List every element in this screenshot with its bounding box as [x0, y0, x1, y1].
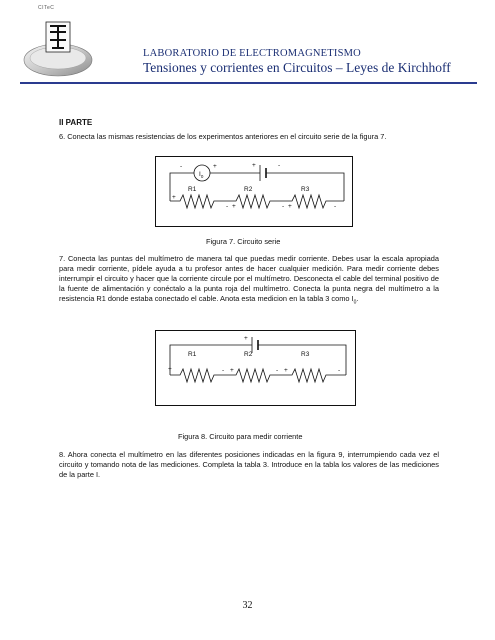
figure-7-caption: Figura 7. Circuito serie — [206, 237, 281, 246]
battery-minus: - — [278, 162, 281, 169]
step-6-text: 6. Conecta las mismas resistencias de los experimentos anteriores en el circuito serie de la figura 7. — [59, 132, 387, 141]
institution-logo — [20, 8, 96, 84]
resistor-r1-label: R1 — [188, 351, 197, 358]
r1-minus: - — [222, 367, 225, 374]
step-7-text: 7. Conecta las puntas del multímetro de manera tal que puedas medir corriente. Debes usar la escala apropiada para medir corriente, pídele ayuda a tu profesor antes de hacer cualquier medición. Para medir corriente debes interrumpir el circuito y hacer que la corriente circule por el multímetro. Desconecta el cable del terminal positivo de la fuente de alimentación y conéctalo a la punta roja del multímetro. Conecta la punta negra del multímetro a la resistencia R1 donde estaba conectado el cable. Anota esta medicion en la tabla 3 como $I_0$. — [59, 254, 439, 306]
r3-minus: - — [338, 367, 341, 374]
resistor-r2-label: R2 — [244, 351, 253, 358]
r1-plus: + — [168, 366, 172, 373]
page-number: 32 — [242, 600, 253, 611]
header-divider — [20, 82, 477, 84]
step-8-text: 8. Ahora conecta el multímetro en las diferentes posiciones indicadas en la figura 9, interrumpiendo cada vez el circuito y tomando nota de las mediciones. Completa la tabla 3. Introduce en la tabla los valores de las mediciones de la parte I. — [59, 450, 439, 479]
r3-plus: + — [288, 203, 292, 210]
series-circuit-schematic — [156, 157, 352, 226]
header-lab-title: LABORATORIO DE ELECTROMAGNETISMO — [143, 48, 361, 59]
resistor-r1-label: R1 — [188, 186, 197, 193]
section-title: II PARTE — [59, 118, 93, 127]
resistor-r3-label: R3 — [301, 186, 310, 193]
meter-plus: + — [213, 163, 217, 170]
figure-8-diagram — [155, 330, 356, 406]
step-7-subscript: 0 — [353, 299, 357, 306]
r2-minus: - — [276, 367, 279, 374]
meter-minus: - — [180, 163, 183, 170]
r1-minus: - — [226, 203, 229, 210]
r2-plus: + — [230, 367, 234, 374]
resistor-r2-label: R2 — [244, 186, 253, 193]
r1-plus: + — [172, 194, 176, 201]
figure-8-caption: Figura 8. Circuito para medir corriente — [178, 432, 303, 441]
current-measurement-schematic — [156, 331, 355, 405]
resistor-r3-label: R3 — [301, 351, 310, 358]
figure-7-diagram — [155, 156, 353, 227]
r3-plus: + — [284, 367, 288, 374]
page-header — [0, 0, 495, 96]
logo-caption: CITeC — [38, 5, 55, 11]
meter-label: $I_0$ — [199, 171, 204, 179]
r2-minus: - — [282, 203, 285, 210]
r2-plus: + — [232, 203, 236, 210]
r3-minus: - — [334, 203, 337, 210]
battery-plus: + — [252, 162, 256, 169]
header-topic-title: Tensiones y corrientes en Circuitos – Leyes de Kirchhoff — [143, 60, 451, 75]
battery-plus: + — [244, 335, 248, 342]
